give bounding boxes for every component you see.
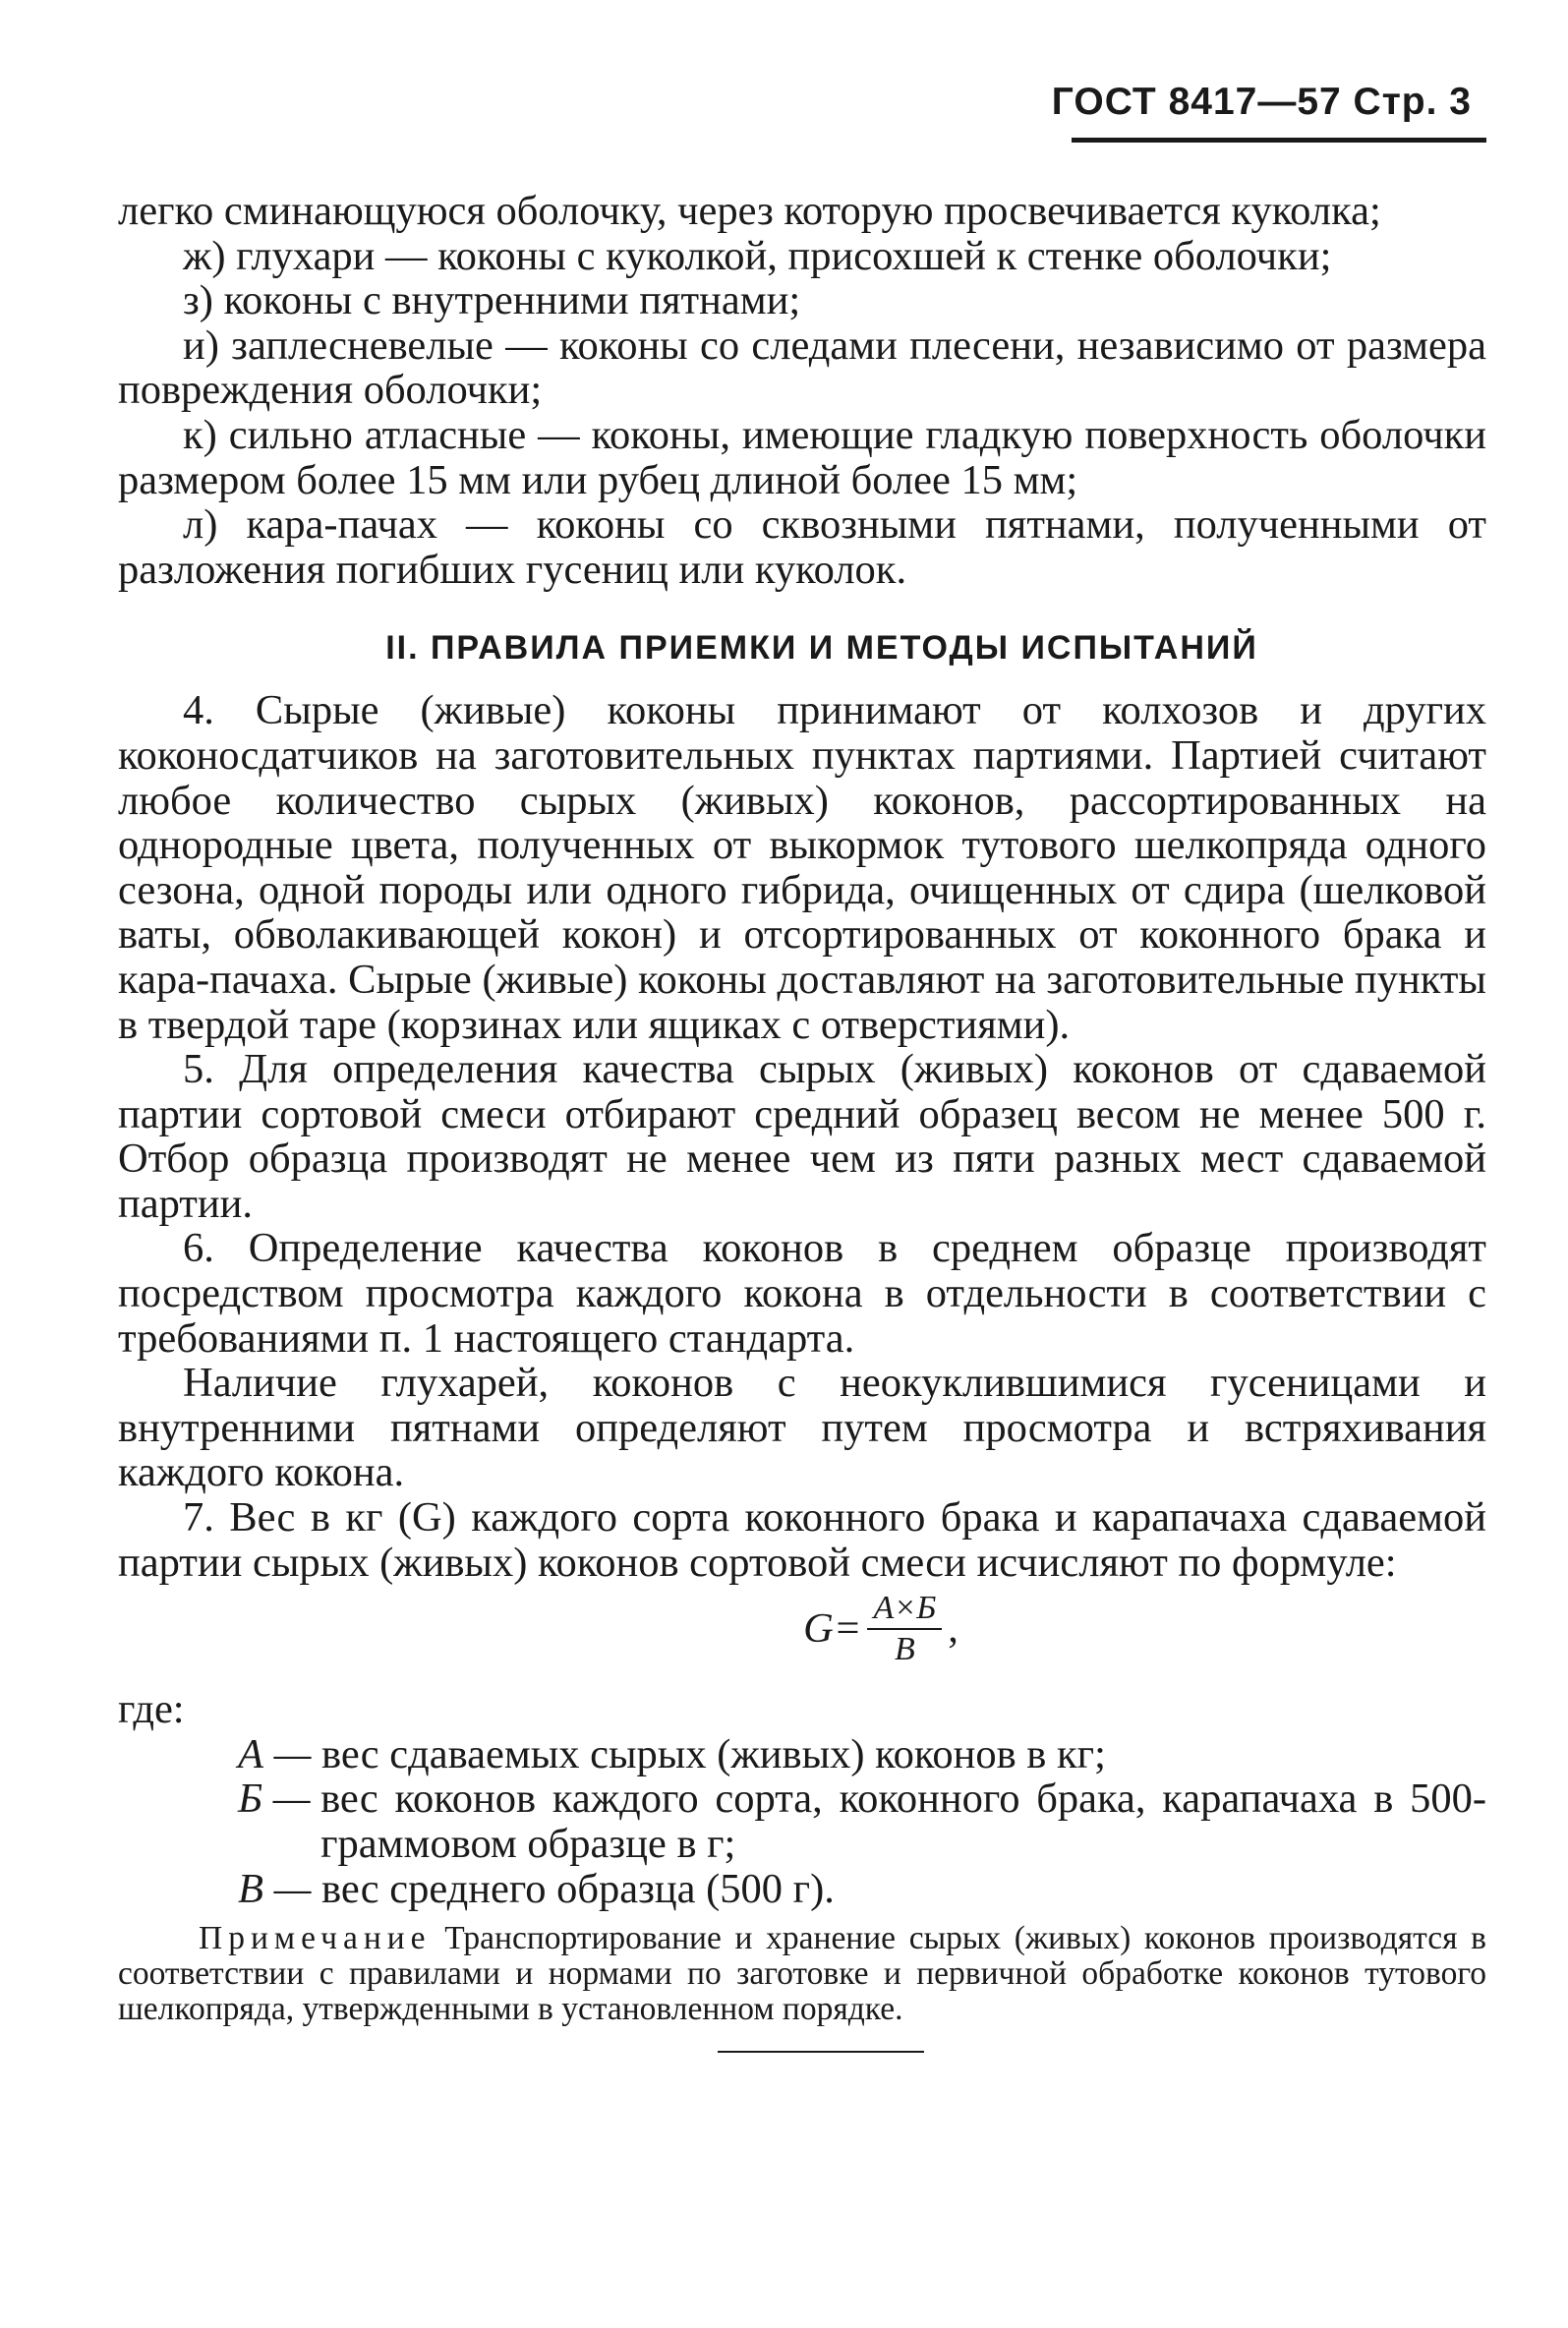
clause-6-continuation: Наличие глухарей, коконов с неокуклившимися гусеницами и внутренними пятнами определяют путем просмотра и встряхивания каждого кокона.	[118, 1360, 1486, 1496]
note-text: Транспортирование и хранение сырых (живых) коконов производятся в соответствии с правилами и нормами по заготовке и первичной обработке коконов тутового шелкопряда, утвержденными в установленном порядке.	[118, 1920, 1486, 2028]
page-header: ГОСТ 8417—57 Стр. 3	[1051, 81, 1472, 123]
paragraph-continuation: легко сминающуюся оболочку, через которую просвечивается куколка;	[118, 188, 1381, 234]
formula-trail: ,	[948, 1605, 958, 1653]
clause-6: 6. Определение качества коконов в среднем образце производят посредством просмотра каждого кокона в отдельности в соответствии с требованиями п. 1 настоящего стандарта.	[118, 1225, 1486, 1362]
document-body	[118, 189, 1486, 2053]
legend-symbol: А —	[238, 1730, 321, 1777]
list-item-l: л) кара-пачах — коконы со сквозными пятнами, полученными от разложения погибших гусениц или куколок.	[118, 501, 1486, 593]
legend-item-v	[118, 1867, 1486, 1912]
legend-symbol: Б —	[238, 1775, 321, 1823]
clause-5: 5. Для определения качества сырых (живых) коконов от сдаваемой партии сортовой смеси отбирают средний образец весом не менее 500 г. Отбор образца производят не менее чем из пяти разных мест сдаваемой партии.	[118, 1046, 1486, 1227]
section-title: II. ПРАВИЛА ПРИЕМКИ И МЕТОДЫ ИСПЫТАНИЙ	[385, 629, 1258, 668]
legend-text: вес коконов каждого сорта, коконного брака, карапачаха в 500-граммовом образце в г;	[320, 1775, 1486, 1867]
list-item-z: з) коконы с внутренними пятнами;	[183, 277, 801, 324]
formula-left: G=	[803, 1605, 862, 1653]
list-item-zh: ж) глухари — коконы с куколкой, присохшей к стенке оболочки;	[183, 232, 1332, 279]
header-rule	[1072, 138, 1486, 143]
list-item-k: к) сильно атласные — коконы, имеющие гладкую поверхность оболочки размером более 15 мм или рубец длиной более 15 мм;	[118, 411, 1486, 503]
list-item-i: и) заплесневелые — коконы со следами плесени, независимо от размера повреждения оболочки;	[118, 321, 1486, 414]
formula-denominator: В	[894, 1631, 915, 1668]
clause-4: 4. Сырые (живые) коконы принимают от колхозов и других коконосдатчиков на заготовительных пунктах партиями. Партией считают любое количество сырых (живых) коконов, рассортированных на однородные цвета, полученных от выкормок тутового шелкопряда одного сезона, одной породы или одного гибрида, очищенных от сдира (шелковой ваты, обволакивающей кокон) и отсортированных от коконного брака и кара-пачаха. Сырые (живые) коконы доставляют на заготовительные пункты в твердой таре (корзинах или ящиках с отверстиями).	[118, 687, 1486, 1048]
end-rule	[718, 2051, 924, 2053]
formula-numerator: А×Б	[867, 1589, 942, 1630]
legend-item-b	[118, 1776, 1486, 1866]
formula-legend	[118, 1732, 1486, 1911]
legend-text: вес сдаваемых сырых (живых) коконов в кг;	[321, 1730, 1106, 1777]
formula-fraction	[867, 1589, 942, 1669]
legend-text: вес среднего образца (500 г).	[321, 1865, 835, 1912]
weight-formula	[118, 1589, 1486, 1679]
clause-7: 7. Вес в кг (G) каждого сорта коконного брака и карапачаха сдаваемой партии сырых (живых) коконов сортовой смеси исчисляют по формуле:	[118, 1494, 1486, 1586]
note-label: Примечание	[199, 1920, 432, 1957]
where-label: где:	[118, 1686, 185, 1733]
footnote	[118, 1921, 1486, 2027]
legend-symbol: В —	[238, 1865, 321, 1912]
legend-item-a	[118, 1732, 1486, 1777]
